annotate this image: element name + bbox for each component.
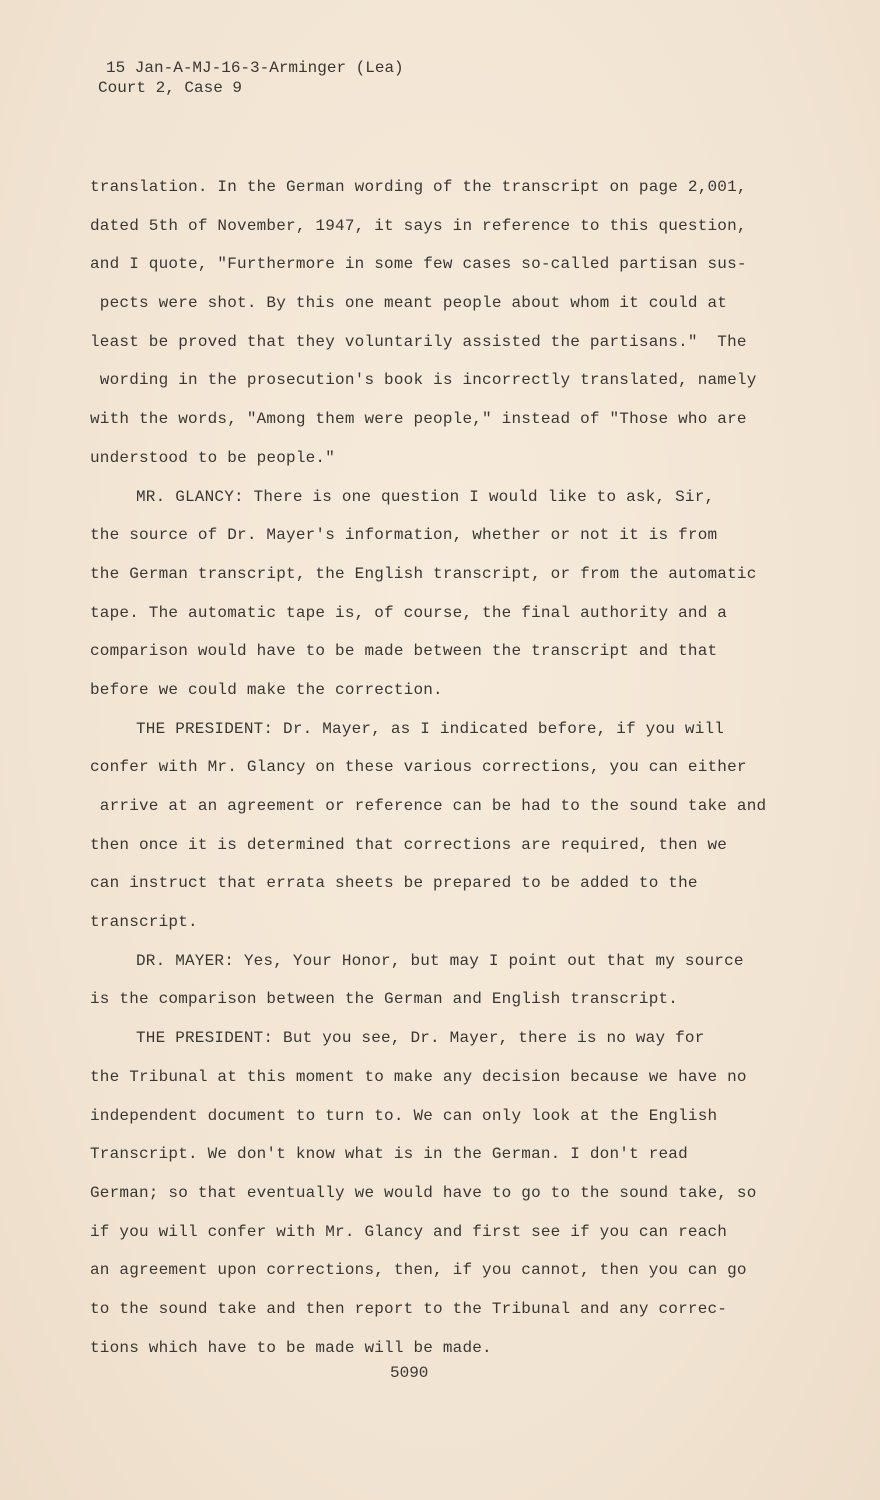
text-line: Transcript. We don't know what is in the German. I don't read (90, 1145, 688, 1164)
text-line: wording in the prosecution's book is incorrectly translated, namely (90, 371, 757, 390)
text-line: before we could make the correction. (90, 680, 443, 699)
text-line: confer with Mr. Glancy on these various corrections, you can either (90, 758, 747, 777)
text-line: then once it is determined that corrections are required, then we (90, 835, 728, 854)
header (98, 58, 404, 98)
text-line: least be proved that they voluntarily assisted the partisans." The (90, 332, 747, 351)
text-line: German; so that eventually we would have to go to the sound take, so (90, 1183, 757, 1202)
text-line: arrive at an agreement or reference can be had to the sound take and (90, 797, 767, 815)
text-line: an agreement upon corrections, then, if you cannot, then you can go (90, 1261, 747, 1280)
text-line: with the words, "Among them were people," instead of "Those who are (90, 410, 747, 429)
header-case-ref: 15 Jan-A-MJ-16-3-Arminger (Lea) (106, 59, 404, 77)
text-line: and I quote, "Furthermore in some few cases so-called partisan sus- (90, 255, 747, 274)
text-line: can instruct that errata sheets be prepared to be added to the (90, 874, 698, 893)
text-line: translation. In the German wording of the transcript on page 2,001, (90, 178, 747, 196)
text-line: the source of Dr. Mayer's information, whether or not it is from (90, 526, 718, 545)
text-line: MR. GLANCY: There is one question I would like to ask, Sir, (136, 487, 715, 506)
text-line: understood to be people." (90, 448, 336, 467)
transcript-body (90, 168, 770, 1367)
text-line: is the comparison between the German and English transcript. (90, 990, 679, 1009)
text-line: tions which have to be made will be made. (90, 1338, 492, 1357)
text-line: the German transcript, the English transcript, or from the automatic (90, 564, 757, 583)
header-court: Court 2, Case 9 (98, 79, 243, 97)
text-line: THE PRESIDENT: Dr. Mayer, as I indicated before, if you will (136, 719, 725, 738)
text-line: DR. MAYER: Yes, Your Honor, but may I point out that my source (136, 951, 744, 970)
text-line: comparison would have to be made between the transcript and that (90, 642, 718, 661)
text-line: transcript. (90, 913, 198, 932)
text-line: if you will confer with Mr. Glancy and first see if you can reach (90, 1222, 728, 1241)
text-line: pects were shot. By this one meant people about whom it could at (90, 294, 728, 313)
text-line: dated 5th of November, 1947, it says in reference to this question, (90, 216, 747, 235)
text-line: THE PRESIDENT: But you see, Dr. Mayer, there is no way for (136, 1029, 705, 1048)
text-line: tape. The automatic tape is, of course, the final authority and a (90, 603, 728, 622)
text-line: the Tribunal at this moment to make any decision because we have no (90, 1067, 747, 1086)
text-line: to the sound take and then report to the Tribunal and any correc- (90, 1299, 728, 1318)
text-line: independent document to turn to. We can only look at the English (90, 1106, 718, 1125)
page-number: 5090 (390, 1364, 429, 1382)
